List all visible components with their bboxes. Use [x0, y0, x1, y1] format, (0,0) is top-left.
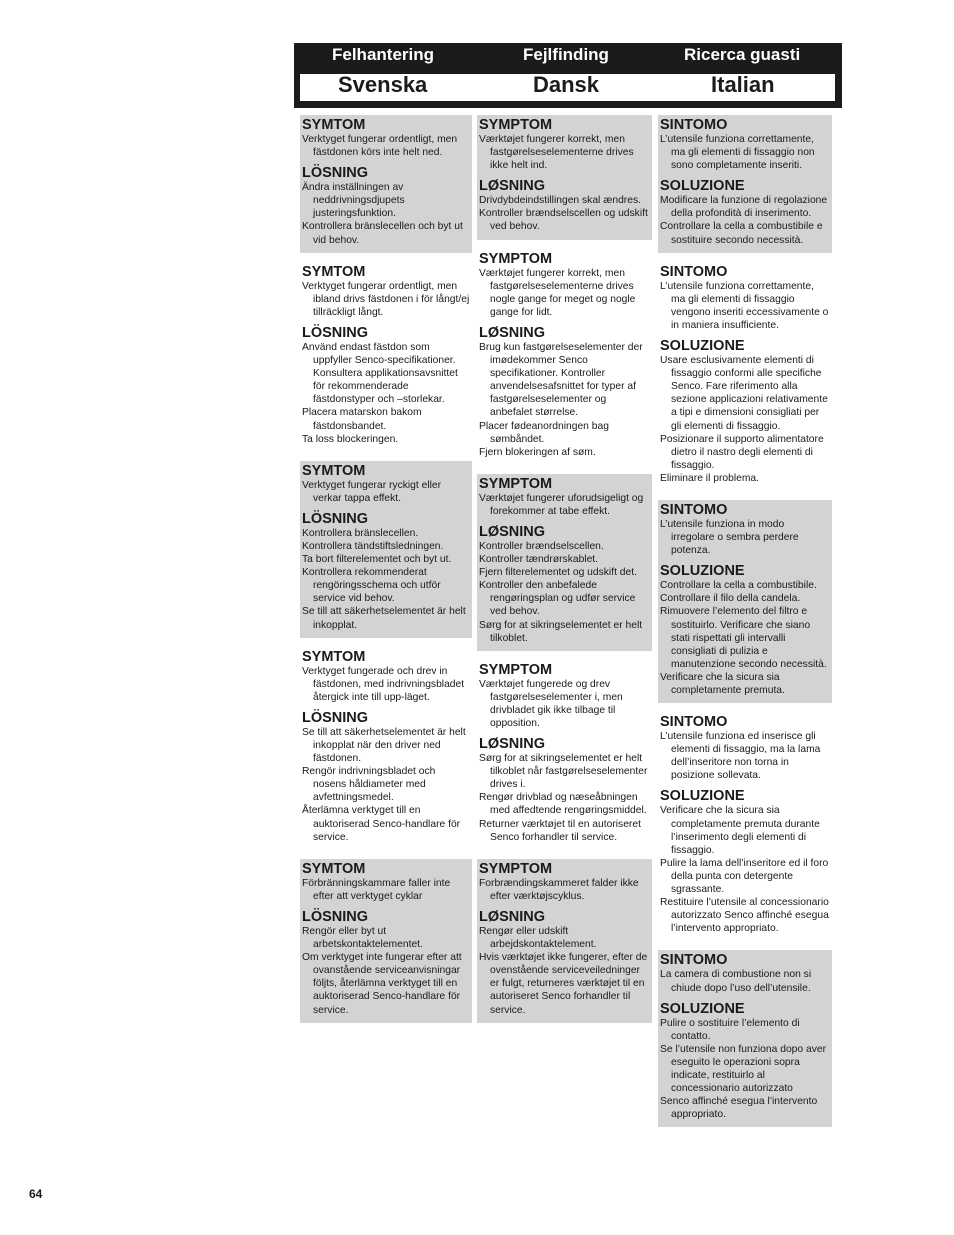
solution-step: Verificare che la sicura sia completamente premuta durante l’inserimento degli elementi di fissaggio. [660, 805, 820, 856]
solution-step: Kontroller brændselscellen. [479, 540, 604, 552]
symptom-text: L’utensile funziona ed inserisce gli elementi di fissaggio, ma la lama dell’inseritore non torna in posizione sollevata. [660, 731, 821, 782]
column-swedish [300, 115, 472, 1032]
symptom-text: Forbrændingskammeret falder ikke efter værktøjscyklus. [479, 877, 639, 902]
troubleshooting-block [477, 249, 652, 465]
troubleshooting-block [300, 461, 472, 638]
language-danish: Dansk [533, 72, 600, 97]
troubleshooting-block [477, 660, 652, 850]
solution-step: Sørg for at sikringselementet er helt tilkoblet når fastgørelseselementer drives i. [479, 753, 648, 791]
solution-step: Rengör indrivningsbladet och nosens håldiameter med avfettningsmedel. [302, 766, 436, 804]
solution-step: Controllare la cella a combustibile. [660, 580, 817, 592]
solution-heading: SOLUZIONE [660, 1000, 745, 1017]
language-italian: Italian [711, 72, 775, 97]
solution-step: Rengør drivblad og næseåbningen med affedtende rengøringsmiddel. [479, 792, 647, 817]
solution-heading: SOLUZIONE [660, 178, 745, 195]
solution-heading: SOLUZIONE [660, 788, 745, 805]
symptom-text: Verktyget fungerar ordentligt, men fästdonen körs inte helt ned. [302, 134, 458, 159]
solution-step: Om verktyget inte fungerar efter att ovanstående serviceanvisningar följts, återlämna verktyget till en auktoriserad Senco-handlare för service. [302, 952, 462, 1016]
solution-section [479, 325, 650, 459]
solution-section [660, 1001, 830, 1122]
symptom-text: L’utensile funziona correttamente, ma gli elementi di fissaggio non sono completamente inseriti. [660, 134, 815, 172]
solution-section [660, 788, 830, 935]
solution-section [660, 563, 830, 697]
symptom-section [660, 952, 830, 994]
symptom-text: Förbränningskammare faller inte efter att verktyget cyklar [302, 877, 451, 902]
solution-section [302, 165, 470, 246]
solution-step: Återlämna verktyget till en auktoriserad Senco-handlare för service. [302, 805, 461, 843]
symptom-heading: SINTOMO [660, 501, 728, 518]
column-danish [477, 115, 652, 1032]
solution-section [479, 178, 650, 233]
solution-step: Ta bort filterelementet och byt ut. [302, 554, 452, 566]
solution-heading: LØSNING [479, 324, 546, 341]
solution-step: Placera matarskon bakom fästdonsbandet. [302, 407, 422, 432]
symptom-section [479, 476, 650, 518]
solution-step: Usare esclusivamente elementi di fissaggio conformi alle specifiche Senco. Fare riferimento alla sezione applicazioni relativamente a tipi e dimensioni consigliati per gli elementi di fissaggio. [660, 355, 828, 432]
section-header [294, 43, 842, 108]
solution-heading: LÖSNING [302, 324, 369, 341]
symptom-section [660, 117, 830, 172]
solution-step: Brug kun fastgørelseselementer der imødekommer Senco specifikationer. Kontroller anvendelsesafsnittet for typer af fastgørelseselementer og anbefalet størrelse. [479, 341, 643, 419]
solution-step: Använd endast fästdon som uppfyller Senco-specifikationer. Konsultera applikationsavsnittet för rekommenderade fästdonstyper och –storlekar. [302, 341, 458, 406]
solution-heading: LØSNING [479, 523, 546, 540]
solution-step: Rengør eller udskift arbejdskontaktelement. [479, 925, 597, 951]
symptom-heading: SINTOMO [660, 263, 728, 280]
symptom-heading: SYMTOM [302, 462, 366, 479]
symptom-heading: SYMTOM [302, 263, 366, 280]
troubleshooting-block [477, 859, 652, 1023]
language-swedish: Svenska [338, 72, 428, 97]
solution-heading: LØSNING [479, 178, 546, 195]
solution-step: Controllare il filo della candela. [660, 593, 801, 605]
symptom-heading: SINTOMO [660, 117, 728, 133]
symptom-text: L’utensile funziona in modo irregolare o sembra perdere potenza. [660, 518, 799, 557]
solution-heading: LØSNING [479, 908, 546, 925]
solution-step: Kontrollera bränslecellen. [302, 527, 419, 539]
symptom-text: L’utensile funziona correttamente, ma gli elementi di fissaggio vengono inseriti eccessivamente o in maniera insufficiente. [660, 280, 829, 331]
header-subtitle-danish: Fejlfinding [523, 45, 609, 64]
solution-section [302, 325, 470, 446]
symptom-text: Verktyget fungerar ryckigt eller verkar tappa effekt. [302, 479, 442, 504]
solution-step: Kontrollera tändstiftsledningen. [302, 540, 444, 552]
solution-step: Returner værktøjet til en autoriseret Senco forhandler til service. [479, 818, 641, 843]
solution-step: Verificare che la sicura sia completamente premuta. [660, 671, 785, 696]
solution-step: Fjern filterelementet og udskift det. [479, 567, 637, 579]
solution-step: Pulire la lama dell’inseritore ed il foro della punta con detergente sgrassante. [660, 857, 829, 896]
solution-step: Senco affinché esegua l’intervento appropriato. [660, 1096, 818, 1121]
symptom-text: Værktøjet fungerer uforudsigeligt og forekommer at tabe effekt. [479, 492, 644, 517]
symptom-heading: SYMPTOM [479, 475, 553, 492]
solution-heading: LÖSNING [302, 165, 369, 182]
solution-section [302, 511, 470, 632]
symptom-heading: SYMPTOM [479, 117, 553, 133]
solution-section [479, 524, 650, 645]
troubleshooting-block [477, 115, 652, 240]
troubleshooting-block [300, 859, 472, 1023]
symptom-heading: SYMPTOM [479, 860, 553, 877]
solution-section [302, 710, 470, 844]
troubleshooting-block [658, 500, 832, 703]
solution-step: Fjern blokeringen af søm. [479, 446, 596, 458]
language-bar [300, 74, 835, 101]
solution-step: Pulire o sostituire l’elemento di contatto. [660, 1017, 800, 1042]
solution-step: Drivdybdeindstillingen skal ændres. [479, 195, 641, 207]
symptom-heading: SYMTOM [302, 117, 366, 133]
symptom-section [302, 649, 470, 704]
solution-step: Hvis værktøjet ikke fungerer, efter de ovenstående serviceveiledninger er fulgt, returneres værktøjet til en autoriseret Senco forhandler til service. [479, 952, 648, 1016]
symptom-text: Verktyget fungerar ordentligt, men ibland drivs fästdonen i för långt/ej tillräckligt långt. [302, 280, 470, 318]
troubleshooting-block [300, 262, 472, 452]
solution-step: Kontroller brændselscellen og udskift ved behov. [479, 208, 648, 233]
solution-heading: LÖSNING [302, 510, 369, 527]
symptom-heading: SINTOMO [660, 714, 728, 731]
solution-step: Ändra inställningen av neddrivningsdjupets justeringsfunktion. [302, 182, 405, 220]
solution-step: Sørg for at sikringselementet er helt tilkoblet. [479, 619, 643, 644]
solution-step: Rengör eller byt ut arbetskontaktelementet. [302, 925, 423, 951]
symptom-section [302, 117, 470, 159]
solution-section [302, 909, 470, 1017]
symptom-section [660, 264, 830, 332]
troubleshooting-block [300, 115, 472, 253]
page-number: 64 [29, 1187, 43, 1201]
solution-section [479, 909, 650, 1017]
solution-step: Se l’utensile non funziona dopo aver eseguito le operazioni sopra indicate, restituirlo al concessionario autorizzato [660, 1043, 827, 1095]
solution-section [660, 178, 830, 246]
troubleshooting-block [300, 647, 472, 850]
troubleshooting-block [658, 262, 832, 491]
symptom-text: Værktøjet fungerer korrekt, men fastgørelseselementerne drives ikke helt ind. [479, 134, 634, 172]
column-italian [658, 115, 832, 1136]
symptom-section [479, 662, 650, 730]
solution-step: Rimuovere l’elemento del filtro e sostituirlo. Verificare che siano stati rispettati gli intervalli consigliati di pulizia e manutenzione secondo necessità. [660, 606, 827, 670]
solution-heading: LÖSNING [302, 709, 369, 726]
header-subtitle-italian: Ricerca guasti [684, 45, 801, 64]
symptom-section [479, 251, 650, 319]
solution-step: Modificare la funzione di regolazione della profondità di inserimento. [660, 195, 828, 220]
symptom-heading: SYMPTOM [479, 250, 553, 267]
troubleshooting-block [658, 115, 832, 253]
symptom-text: Værktøjet fungerede og drev fastgørelseselementer i, men drivbladet gik ikke tilbage til opposition. [479, 678, 623, 729]
solution-step: Kontroller den anbefalede rengøringsplan og udfør service ved behov. [479, 580, 636, 618]
troubleshooting-block [658, 712, 832, 941]
symptom-heading: SYMPTOM [479, 661, 553, 678]
solution-step: Se till att säkerhetselementet är helt inkopplat när den driver ned fästdonen. [302, 726, 466, 765]
troubleshooting-block [658, 950, 832, 1127]
symptom-section [479, 117, 650, 172]
solution-step: Eliminare il problema. [660, 472, 760, 484]
troubleshooting-block [477, 474, 652, 651]
symptom-section [660, 714, 830, 782]
solution-heading: SOLUZIONE [660, 338, 745, 355]
solution-section [479, 736, 650, 844]
header-subtitle-swedish: Felhantering [332, 45, 435, 64]
symptom-section [660, 502, 830, 557]
solution-step: Kontrollera bränslecellen och byt ut vid behov. [302, 221, 463, 246]
solution-step: Placer fødeanordningen bag sømbåndet. [479, 420, 609, 445]
symptom-section [479, 861, 650, 903]
solution-step: Restituire l’utensile al concessionario autorizzato Senco affinché esegua l’intervento appropriato. [660, 897, 829, 935]
symptom-section [302, 861, 470, 903]
symptom-section [302, 463, 470, 505]
solution-step: Controllare la cella a combustibile e sostituire secondo necessità. [660, 221, 823, 246]
solution-heading: SOLUZIONE [660, 563, 745, 580]
symptom-heading: SINTOMO [660, 952, 728, 969]
solution-section [660, 338, 830, 485]
solution-heading: LØSNING [479, 736, 546, 753]
symptom-section [302, 264, 470, 319]
solution-step: Posizionare il supporto alimentatore dietro il nastro degli elementi di fissaggio. [660, 433, 824, 471]
solution-step: Se till att säkerhetselementet är helt inkopplat. [302, 606, 466, 631]
symptom-heading: SYMTOM [302, 648, 366, 665]
symptom-text: La camera di combustione non si chiude dopo l’uso dell’utensile. [660, 969, 812, 994]
solution-step: Kontrollera rekommenderat rengöringsschema och utför service vid behov. [302, 567, 441, 605]
symptom-text: Verktyget fungerade och drev in fästdonen, med indrivningsbladet återgick inte till upp-läget. [302, 665, 465, 703]
solution-step: Kontroller tændrørskablet. [479, 554, 599, 566]
solution-step: Ta loss blockeringen. [302, 433, 399, 445]
solution-heading: LÖSNING [302, 908, 369, 925]
symptom-heading: SYMTOM [302, 860, 366, 877]
symptom-text: Værktøjet fungerer korrekt, men fastgørelseselementerne drives nogle gange for meget og nogle gange for lidt. [479, 267, 636, 318]
